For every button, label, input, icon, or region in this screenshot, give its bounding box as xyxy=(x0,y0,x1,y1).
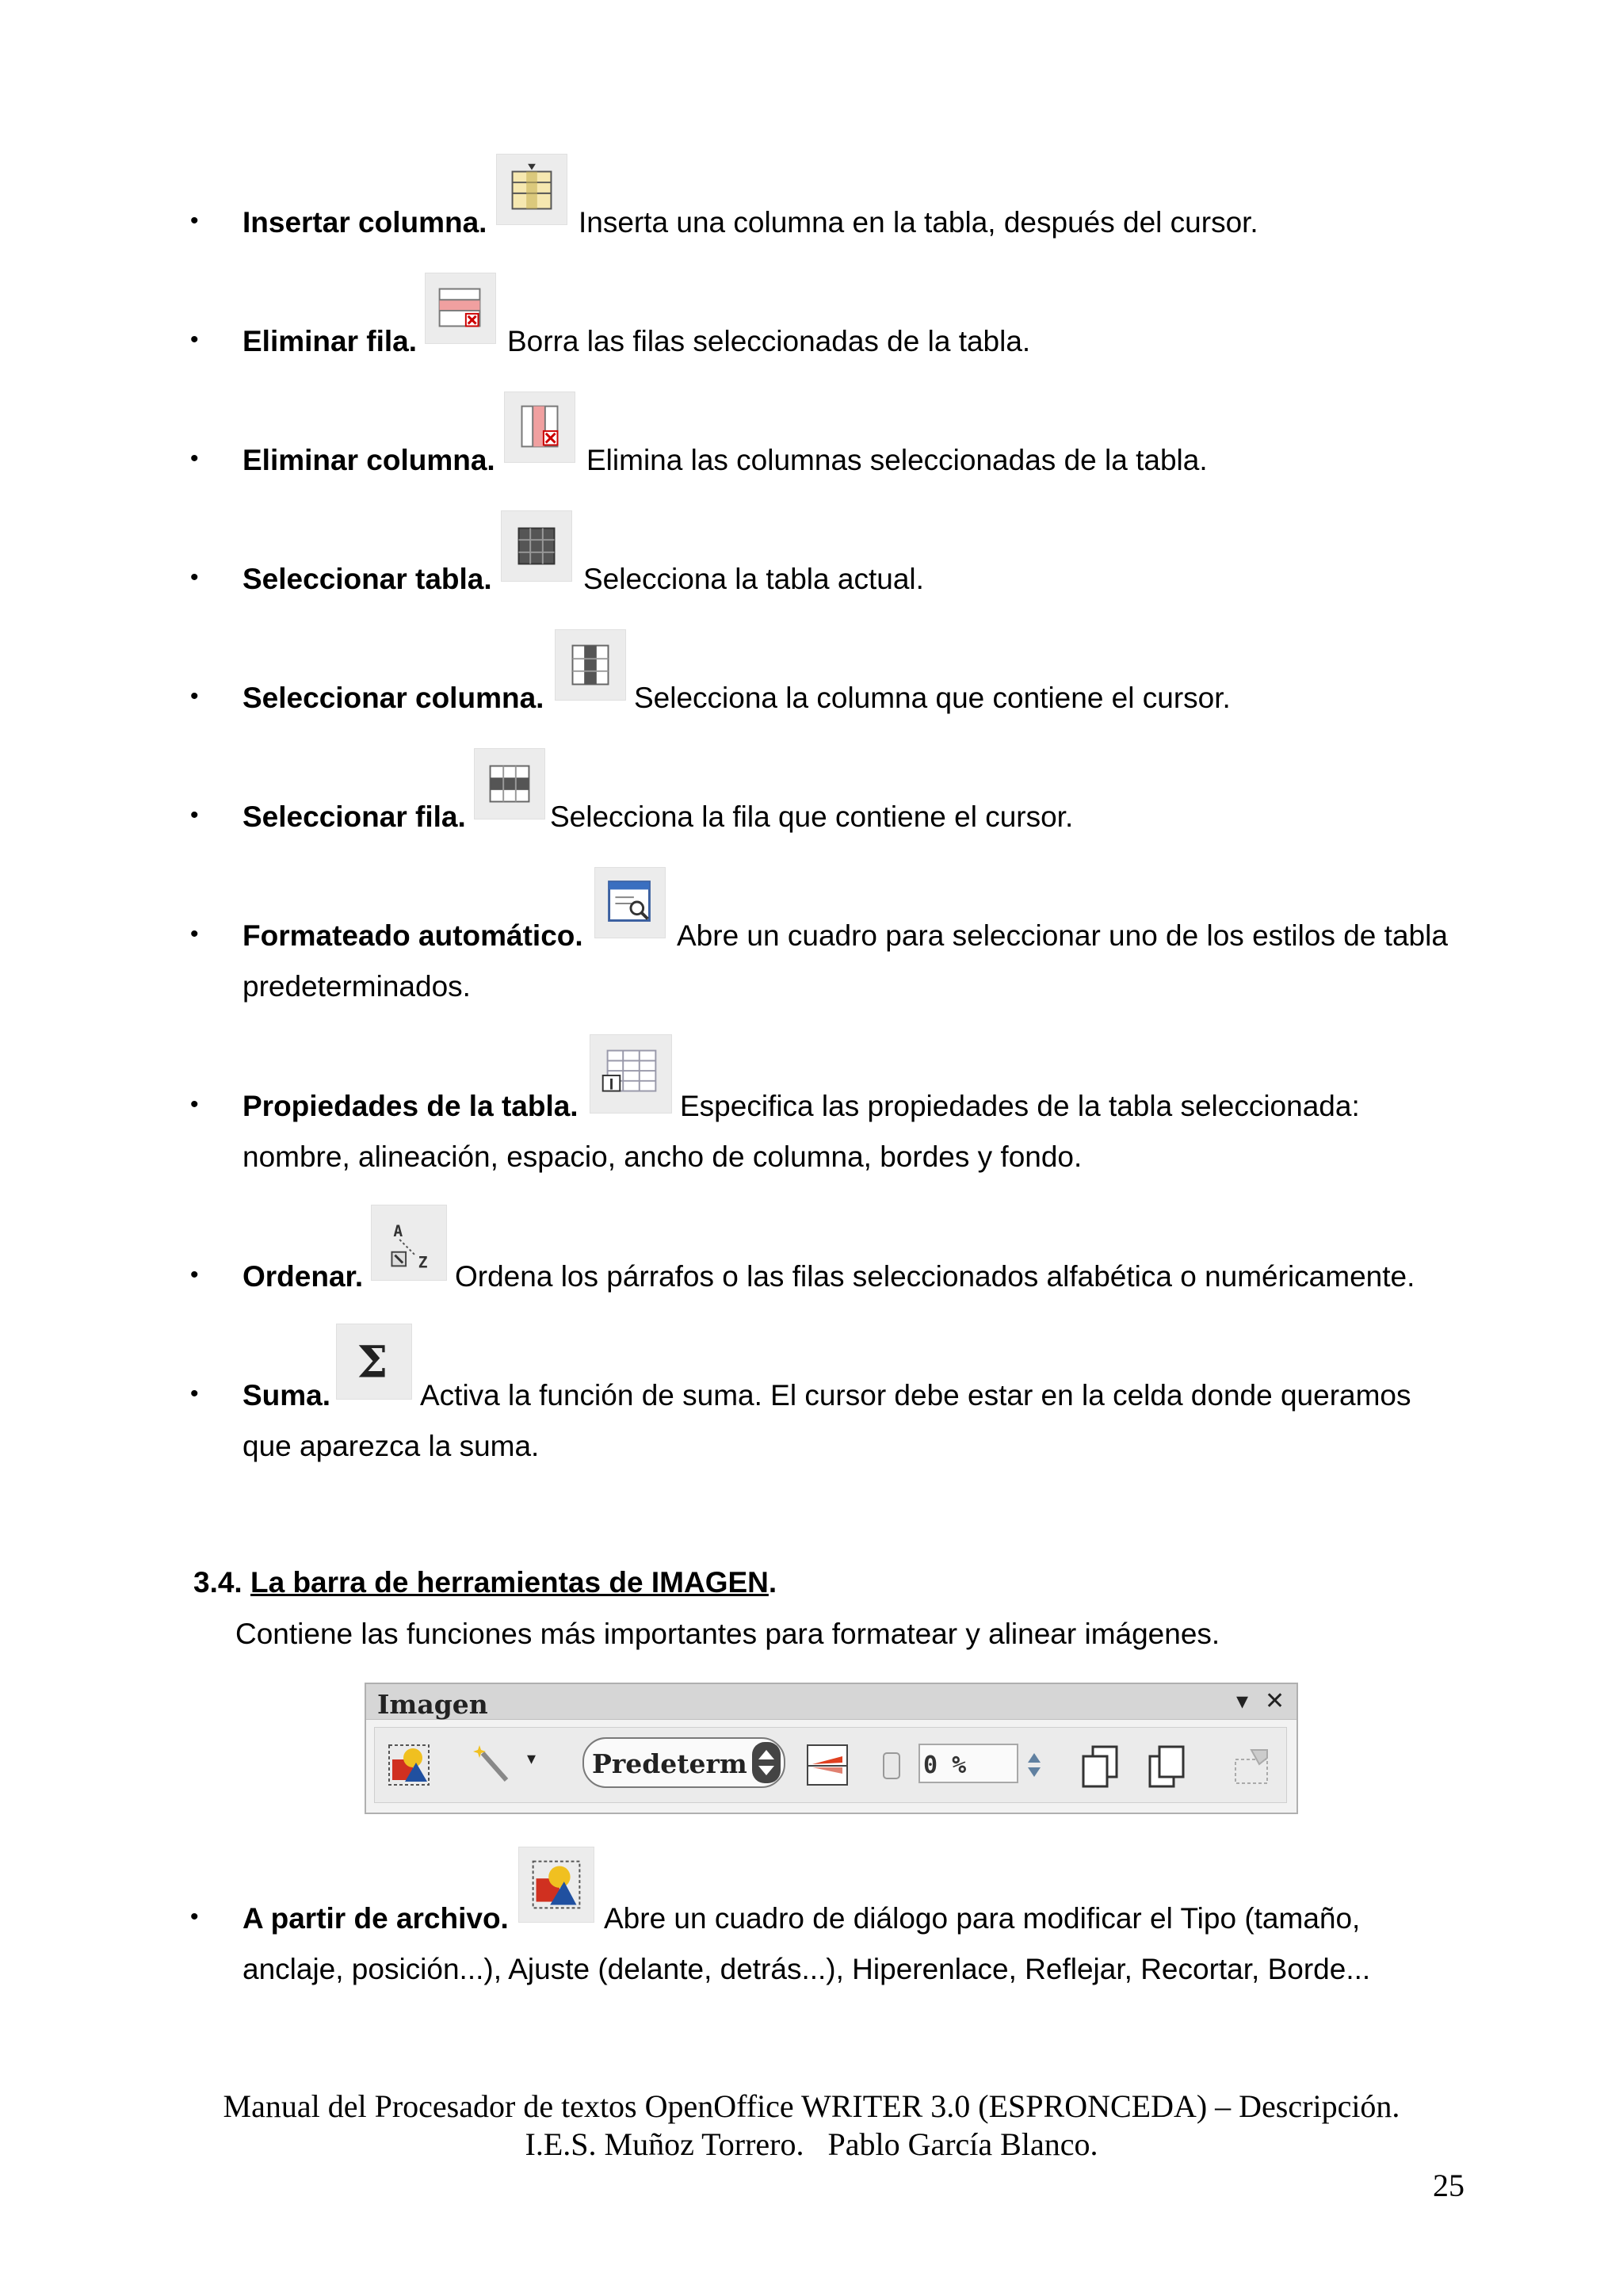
svg-text:Σ: Σ xyxy=(357,1336,388,1388)
item-description: Ordena los párrafos o las filas seleccionados alfabética o numéricamente. xyxy=(455,1260,1415,1293)
item-description-continued: anclaje, posición...), Ajuste (delante, detrás...), Hiperenlace, Reflejar, Recortar, Borde... xyxy=(242,1953,1371,1985)
bullet: • xyxy=(190,564,199,590)
section-title: La barra de herramientas de IMAGEN xyxy=(250,1566,769,1599)
crop-button xyxy=(1228,1740,1277,1790)
graphics-mode-value: Predeterm xyxy=(592,1748,747,1779)
item-term: Formateado automático. xyxy=(242,919,583,952)
svg-text:Z: Z xyxy=(418,1253,428,1272)
image-toolbar xyxy=(365,1683,1298,1814)
item-description-continued: predeterminados. xyxy=(242,970,471,1003)
bullet: • xyxy=(190,1262,199,1288)
bullet: • xyxy=(190,1381,199,1407)
item-description-continued: que aparezca la suma. xyxy=(242,1430,540,1462)
item-term: Ordenar. xyxy=(242,1260,364,1293)
item-term: Eliminar fila. xyxy=(242,325,418,357)
item-description: Inserta una columna en la tabla, después del cursor. xyxy=(579,206,1258,239)
section-title-period: . xyxy=(768,1566,777,1599)
item-term: Insertar columna. xyxy=(242,206,487,239)
item-description: Abre un cuadro para seleccionar uno de los estilos de tabla xyxy=(677,919,1448,952)
toolbar-titlebar xyxy=(366,1684,1296,1720)
insert-column-icon xyxy=(496,154,567,225)
section-number: 3.4. xyxy=(193,1566,242,1599)
sort-icon xyxy=(371,1205,447,1281)
bullet: • xyxy=(190,1091,199,1117)
bullet: • xyxy=(190,327,199,353)
item-term: Suma. xyxy=(242,1379,331,1412)
item-term: Eliminar columna. xyxy=(242,444,495,476)
select-column-icon xyxy=(555,629,626,701)
item-description: Selecciona la tabla actual. xyxy=(583,563,924,595)
color-button[interactable] xyxy=(803,1740,852,1790)
toolbar-menu-arrow-icon[interactable]: ▾ xyxy=(1236,1688,1249,1714)
footer-line-2: I.E.S. Muñoz Torrero. Pablo García Blanco. xyxy=(525,2126,1098,2162)
item-term: Seleccionar columna. xyxy=(242,682,544,714)
item-description: Selecciona la columna que contiene el cursor. xyxy=(634,682,1231,714)
graphics-mode-select[interactable] xyxy=(582,1737,785,1788)
from-file-button[interactable] xyxy=(384,1740,433,1790)
item-description-continued: nombre, alineación, espacio, ancho de columna, bordes y fondo. xyxy=(242,1140,1083,1173)
bullet: • xyxy=(190,445,199,472)
table-properties-icon xyxy=(590,1034,672,1114)
item-description: Especifica las propiedades de la tabla seleccionada: xyxy=(680,1090,1360,1122)
from-file-icon xyxy=(518,1847,594,1923)
item-term: A partir de archivo. xyxy=(242,1902,509,1935)
item-description: Borra las filas seleccionadas de la tabla. xyxy=(507,325,1031,357)
item-term: Seleccionar fila. xyxy=(242,800,466,833)
sum-icon xyxy=(336,1324,412,1400)
toolbar-close-icon[interactable]: ✕ xyxy=(1265,1688,1285,1714)
select-table-icon xyxy=(501,510,572,582)
autoformat-icon xyxy=(594,867,666,938)
list-item-line xyxy=(242,208,487,237)
bring-forward-button[interactable] xyxy=(1077,1740,1126,1790)
svg-text:A: A xyxy=(393,1222,403,1241)
page-number: 25 xyxy=(1433,2168,1465,2203)
transparency-icon xyxy=(873,1740,911,1790)
section-heading xyxy=(193,1568,777,1597)
delete-row-icon xyxy=(425,273,496,344)
bullet: • xyxy=(190,208,199,234)
bullet: • xyxy=(190,802,199,828)
item-term: Seleccionar tabla. xyxy=(242,563,492,595)
select-row-icon xyxy=(474,748,545,819)
send-backward-button[interactable] xyxy=(1144,1740,1193,1790)
select-spin-icon xyxy=(752,1742,781,1783)
transparency-input[interactable] xyxy=(918,1744,1018,1783)
transparency-value: 0 % xyxy=(923,1752,967,1779)
item-description: Activa la función de suma. El cursor debe estar en la celda donde queramos xyxy=(420,1379,1411,1412)
filter-dropdown-icon[interactable]: ▾ xyxy=(527,1748,537,1768)
toolbar-buttons xyxy=(374,1727,1287,1803)
footer-line-1: Manual del Procesador de textos OpenOffice WRITER 3.0 (ESPRONCEDA) – Descripción. xyxy=(223,2088,1400,2124)
section-description: Contiene las funciones más importantes para formatear y alinear imágenes. xyxy=(235,1618,1220,1650)
transparency-spinner[interactable] xyxy=(1023,1740,1045,1790)
item-description: Abre un cuadro de diálogo para modificar el Tipo (tamaño, xyxy=(604,1902,1361,1935)
delete-column-icon xyxy=(504,392,575,463)
bullet: • xyxy=(190,921,199,947)
bullet: • xyxy=(190,1904,199,1930)
filter-wand-button[interactable] xyxy=(470,1740,519,1790)
bullet: • xyxy=(190,683,199,709)
item-description: Elimina las columnas seleccionadas de la tabla. xyxy=(586,444,1208,476)
item-term: Propiedades de la tabla. xyxy=(242,1090,579,1122)
item-description: Selecciona la fila que contiene el cursor. xyxy=(550,800,1074,833)
toolbar-title: Imagen xyxy=(377,1689,488,1720)
